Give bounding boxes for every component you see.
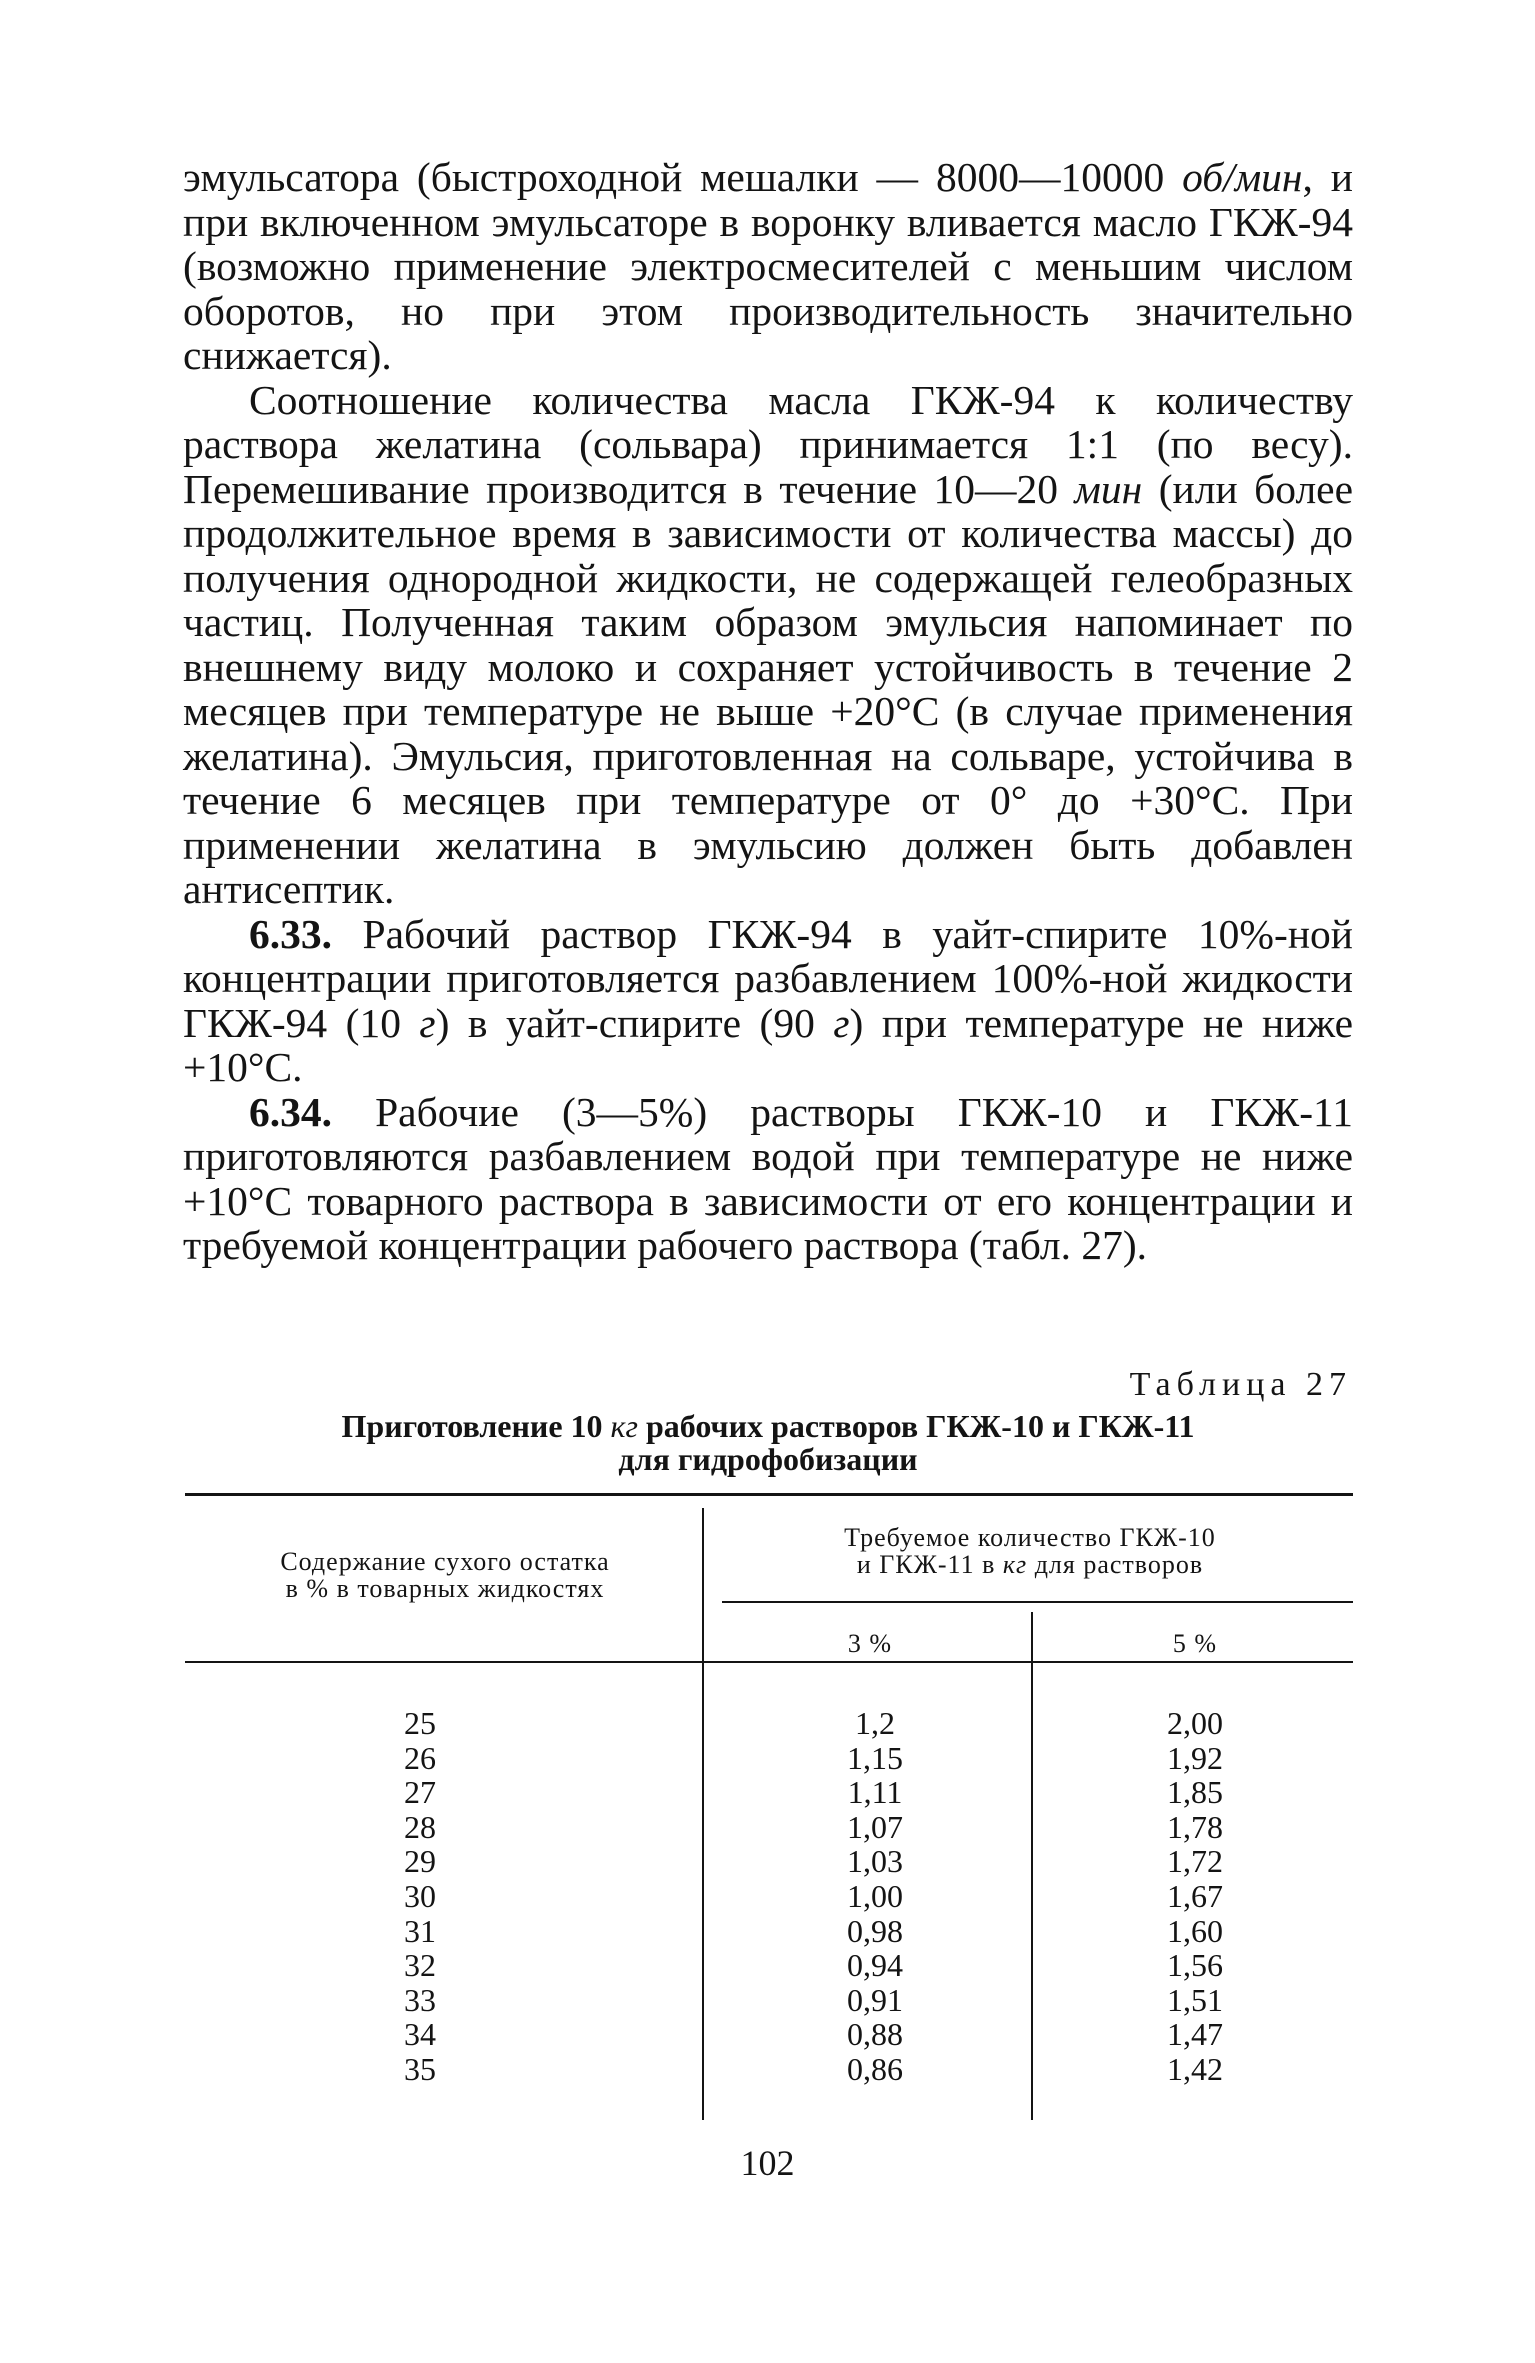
paragraph-6-33 — [183, 912, 1353, 1090]
unit-kg: кг — [610, 1408, 638, 1444]
group-header-line1: Требуемое количество ГКЖ-10 — [844, 1523, 1216, 1552]
paragraph-2-text-a: Соотношение количества масла ГКЖ-94 к количеству раствора желатина (сольвара) принимается 1:1 (по весу). Перемешивание производится в течение 10—20 — [183, 376, 1353, 512]
table-cell: 26 — [404, 1739, 436, 1776]
table-cell: 31 — [404, 1912, 436, 1949]
paragraph-6-33-text-c: ) при температуре не ниже +10°C. — [183, 999, 1354, 1090]
table-cell: 28 — [404, 1808, 436, 1845]
col1-header — [195, 1548, 695, 1602]
paragraph-1-text: эмульсатора (быстроходной мешалки — 8000—10000 — [183, 154, 1165, 200]
section-number-6-33: 6.33. — [249, 910, 332, 957]
caption-text-b: рабочих растворов ГКЖ-10 и ГКЖ-11 — [638, 1408, 1195, 1444]
paragraph-2 — [183, 378, 1353, 912]
table-cell: 1,51 — [1167, 1981, 1223, 2018]
table-cell: 1,60 — [1167, 1912, 1223, 1949]
paragraph-6-33-text-a: Рабочий раствор ГКЖ-94 в уайт-спирите 10%-ной концентрации приготовляется разбавлением 100%-ной жидкости ГКЖ-94 (10 — [183, 910, 1353, 1046]
unit-rpm: об/мин — [1182, 154, 1303, 200]
group-header-line2-a: и ГКЖ-11 в — [856, 1550, 1003, 1579]
paragraph-1 — [183, 155, 1353, 378]
table-top-rule — [185, 1493, 1353, 1496]
table-cell: 1,42 — [1167, 2050, 1223, 2087]
table-cell: 29 — [404, 1843, 436, 1880]
paragraph-2-text-b: (или более продолжительное время в зависимости от количества массы) до получения однородной жидкости, не содержащей гелеобразных частиц. Полученная таким образом эмульсия напоминает по внешнему виду молоко и сохраняет устойчивость в течение 2 месяцев при температуре не выше +20°C (в случае применения желатина). Эмульсия, приготовленная на сольваре, устойчива в течение 6 месяцев при температуре от 0° до +30°C. При применении желатина в эмульсию должен быть добавлен антисептик. — [183, 465, 1353, 912]
table-cell: 1,00 — [847, 1877, 903, 1914]
paragraph-6-34 — [183, 1090, 1353, 1268]
body-text — [183, 155, 1353, 1268]
table-cell: 0,98 — [847, 1912, 903, 1949]
table-subheader-rule — [722, 1601, 1353, 1603]
paragraph-6-34-text: Рабочие (3—5%) растворы ГКЖ-10 и ГКЖ-11 приготовляются разбавлением водой при температуре не ниже +10°C товарного раствора в зависимости от его концентрации и требуемой концентрации рабочего раствора (табл. 27). — [183, 1088, 1353, 1268]
subheader-3-percent: 3 % — [847, 1629, 893, 1658]
col1-header-line2: в % в товарных жидкостях — [285, 1574, 605, 1603]
table-cell: 27 — [404, 1774, 436, 1811]
table-cell: 0,86 — [847, 2050, 903, 2087]
section-number-6-34: 6.34. — [249, 1088, 332, 1135]
table-number: Таблица 27 — [1129, 1366, 1352, 1403]
table-cell: 2,00 — [1167, 1705, 1223, 1741]
table-cell: 0,88 — [847, 2016, 903, 2053]
unit-kg: кг — [1002, 1550, 1028, 1579]
caption-text-a: Приготовление 10 — [341, 1408, 611, 1444]
table-cell: 0,91 — [847, 1981, 903, 2018]
caption-line-2: для гидрофобизации — [618, 1441, 918, 1477]
group-header-line2-b: для растворов — [1027, 1550, 1204, 1579]
col1-header-line1: Содержание сухого остатка — [280, 1547, 610, 1576]
table-cell: 1,56 — [1167, 1947, 1223, 1984]
table-cell: 1,78 — [1167, 1808, 1223, 1845]
table-cell: 1,47 — [1167, 2016, 1223, 2053]
subheader-5-percent: 5 % — [1172, 1629, 1218, 1658]
table-cell: 33 — [404, 1981, 436, 2018]
table-divider-2 — [1031, 1612, 1033, 2120]
paragraph-6-33-text-b: ) в уайт-спирите (90 — [435, 999, 834, 1046]
table-caption — [183, 1410, 1353, 1476]
table-cell: 1,72 — [1167, 1843, 1223, 1880]
table-cell: 30 — [404, 1877, 436, 1914]
unit-gram: г — [833, 999, 850, 1046]
col-3-percent — [820, 1706, 930, 2087]
unit-min: мин — [1074, 465, 1143, 512]
table-cell: 35 — [404, 2050, 436, 2087]
table-cell: 1,15 — [847, 1739, 903, 1776]
paragraph-1-rest: , и при включенном эмульсаторе в воронку вливается масло ГКЖ-94 (возможно применение электросмесителей с меньшим числом оборотов, но при этом производительность значительно снижается). — [183, 154, 1353, 378]
col-dry-residue — [380, 1706, 460, 2087]
col-5-percent — [1140, 1706, 1250, 2087]
table-cell: 32 — [404, 1947, 436, 1984]
table-cell: 1,92 — [1167, 1739, 1223, 1776]
table-cell: 0,94 — [847, 1947, 903, 1984]
table-cell: 1,07 — [847, 1808, 903, 1845]
table-cell: 1,85 — [1167, 1774, 1223, 1811]
page-number: 102 — [740, 2143, 795, 2183]
unit-gram: г — [419, 999, 436, 1046]
table-cell: 1,03 — [847, 1843, 903, 1880]
table-cell: 25 — [404, 1705, 436, 1741]
table-header-bottom-rule — [185, 1661, 1353, 1663]
table-cell: 1,67 — [1167, 1877, 1223, 1914]
table-cell: 1,2 — [855, 1705, 895, 1741]
table-cell: 34 — [404, 2016, 436, 2053]
table-cell: 1,11 — [847, 1774, 903, 1811]
group-header — [710, 1524, 1350, 1578]
table-divider-1 — [702, 1508, 704, 2120]
